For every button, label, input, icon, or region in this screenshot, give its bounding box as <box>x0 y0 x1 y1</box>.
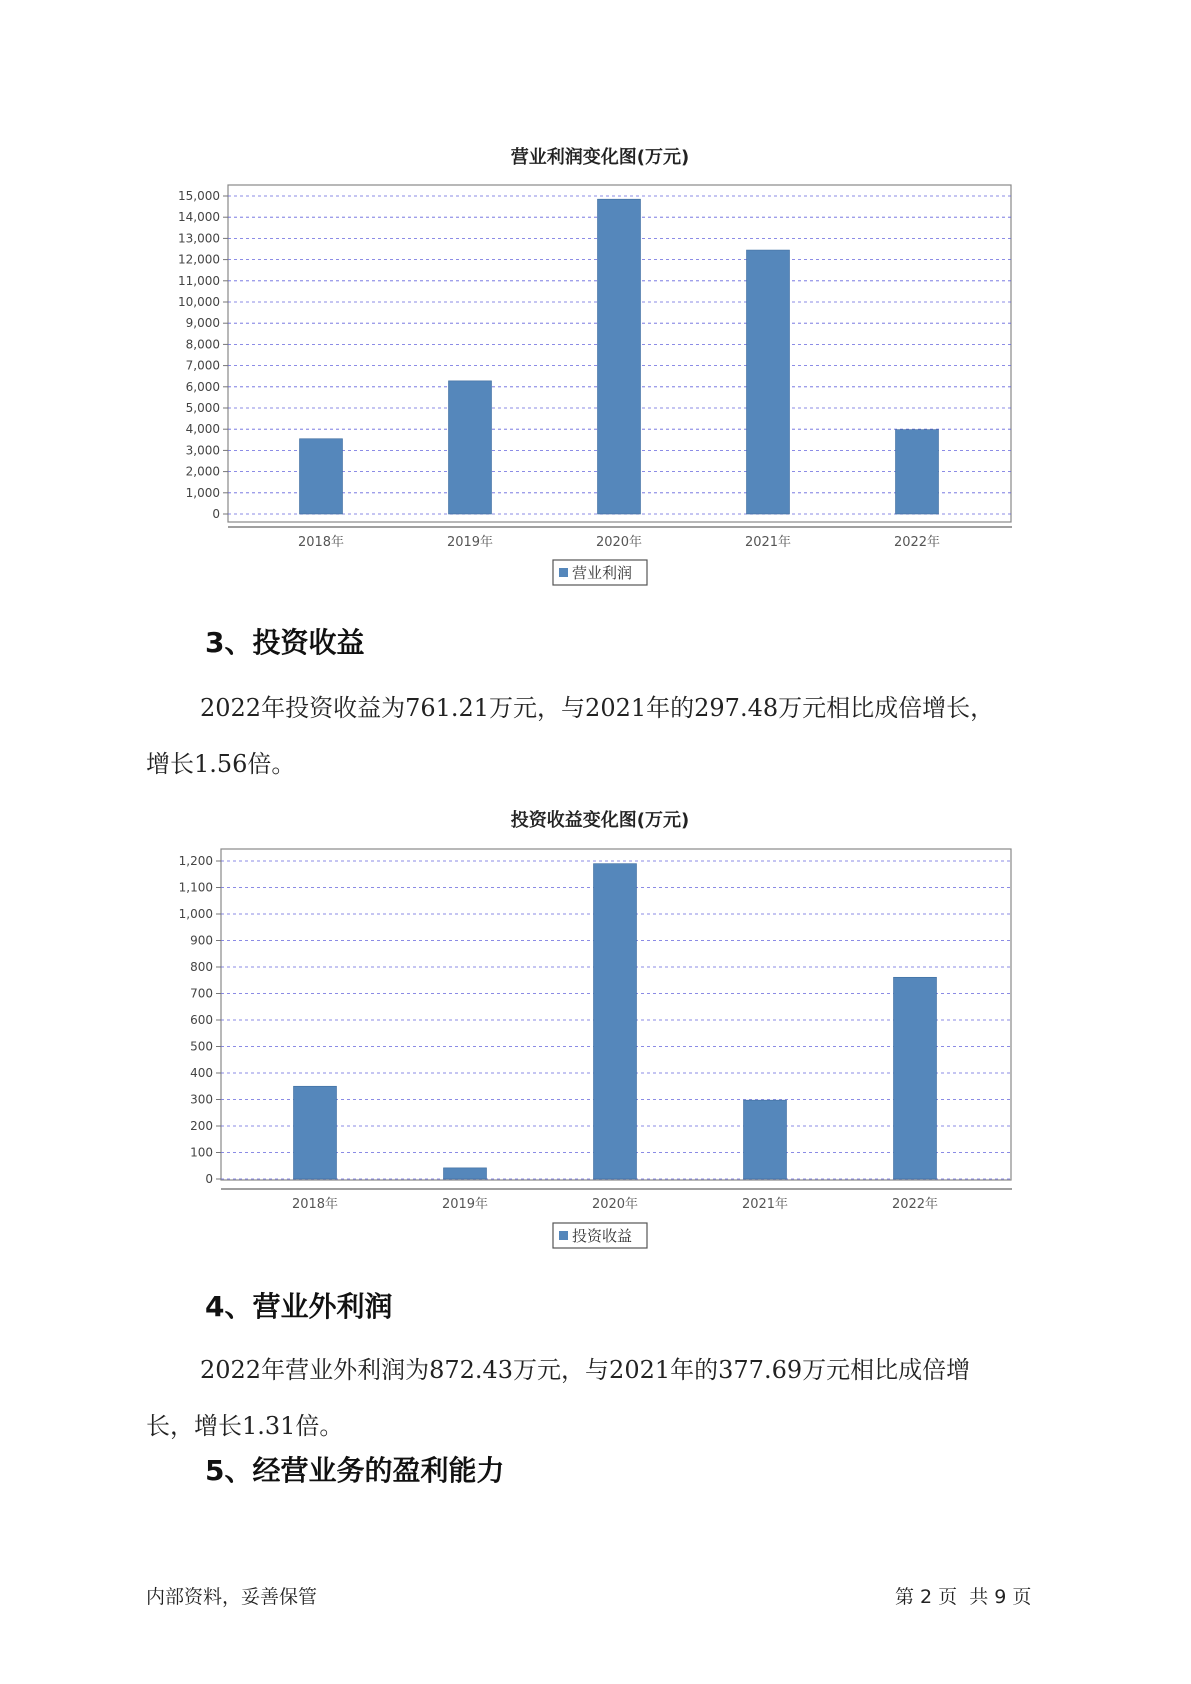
bar-2022年 <box>894 977 937 1179</box>
y-tick-label: 4,000 <box>185 422 220 437</box>
y-tick-label: 700 <box>190 986 213 1001</box>
chart1-title: 营业利润变化图(万元) <box>510 147 690 168</box>
bar-2018年 <box>294 1086 337 1179</box>
x-tick-label: 2020年 <box>591 1197 639 1212</box>
bar-2020年 <box>594 864 637 1179</box>
y-tick-label: 1,200 <box>178 854 213 868</box>
section4-line2: 长，增长1.31倍。 <box>146 1412 344 1440</box>
y-tick-label: 0 <box>205 1172 213 1186</box>
section4-line1: 2022年营业外利润为872.43万元，与2021年的377.69万元相比成倍增 <box>200 1356 971 1384</box>
y-tick-label: 13,000 <box>178 231 220 246</box>
legend <box>553 1223 647 1248</box>
y-tick-label: 14,000 <box>178 210 220 225</box>
x-tick-label: 2018年 <box>291 1197 339 1212</box>
x-tick-label: 2019年 <box>441 1197 489 1212</box>
section4-heading: 4、营业外利润 <box>205 1290 393 1323</box>
section5-heading: 5、经营业务的盈利能力 <box>205 1454 505 1487</box>
legend-swatch <box>559 1231 568 1240</box>
y-tick-label: 6,000 <box>185 379 220 394</box>
chart2-title: 投资收益变化图(万元) <box>510 810 690 831</box>
y-tick-label: 7,000 <box>185 358 220 373</box>
y-tick-label: 300 <box>190 1092 213 1107</box>
y-tick-label: 8,000 <box>185 337 220 352</box>
y-tick-label: 2,000 <box>185 464 220 479</box>
y-tick-label: 100 <box>190 1145 213 1160</box>
x-tick-label: 2022年 <box>891 1197 939 1212</box>
legend-label: 营业利润 <box>572 564 633 582</box>
y-tick-label: 900 <box>190 933 213 948</box>
x-tick-label: 2018年 <box>297 535 345 550</box>
section3-line2: 增长1.56倍。 <box>146 750 296 778</box>
bar-2019年 <box>444 1168 487 1179</box>
x-tick-label: 2021年 <box>741 1197 789 1212</box>
y-tick-label: 9,000 <box>185 316 220 331</box>
y-tick-label: 600 <box>190 1013 213 1027</box>
section4-paragraph <box>146 1342 1071 1454</box>
y-tick-label: 400 <box>190 1066 213 1080</box>
x-tick-label: 2020年 <box>595 535 643 550</box>
y-tick-label: 500 <box>190 1039 213 1054</box>
y-tick-label: 1,100 <box>178 880 213 895</box>
y-tick-label: 3,000 <box>185 443 220 458</box>
legend-label: 投资收益 <box>572 1227 633 1245</box>
section3-heading: 3、投资收益 <box>205 626 365 659</box>
footer-page-number: 第 2 页 共 9 页 <box>895 1586 1032 1608</box>
footer-confidential: 内部资料，妥善保管 <box>146 1586 318 1608</box>
y-tick-label: 12,000 <box>178 252 220 267</box>
x-tick-label: 2019年 <box>446 535 494 550</box>
x-tick-label: 2022年 <box>893 535 941 550</box>
y-tick-label: 1,000 <box>178 907 213 921</box>
bar-2021年 <box>744 1100 787 1179</box>
y-tick-label: 1,000 <box>185 485 220 500</box>
y-tick-label: 200 <box>190 1119 213 1133</box>
y-tick-label: 5,000 <box>185 401 220 415</box>
y-tick-label: 800 <box>190 960 213 974</box>
section3-line1: 2022年投资收益为761.21万元，与2021年的297.48万元相比成倍增长， <box>200 694 995 722</box>
y-tick-label: 10,000 <box>178 295 220 309</box>
y-tick-label: 0 <box>212 507 220 521</box>
y-tick-label: 11,000 <box>178 273 220 288</box>
y-tick-label: 15,000 <box>178 189 220 203</box>
x-tick-label: 2021年 <box>744 535 792 550</box>
